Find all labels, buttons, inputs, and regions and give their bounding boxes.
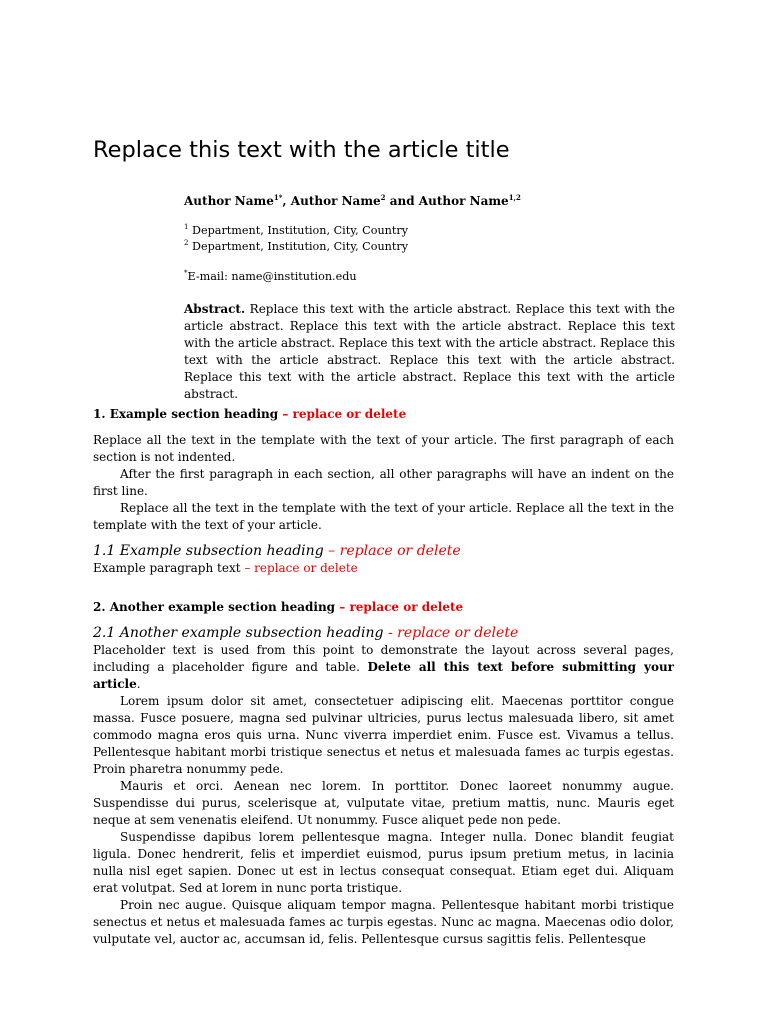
example-paragraph <box>93 560 674 577</box>
subsection-heading-note: - replace or delete <box>387 625 519 641</box>
affiliation-line <box>184 239 675 255</box>
section-heading-note: – replace or delete <box>282 407 407 421</box>
article-body <box>93 406 674 948</box>
author-affiliation-sup: 2 <box>380 193 386 202</box>
email-text: E-mail: name@institution.edu <box>187 270 357 283</box>
example-paragraph-text: Example paragraph text <box>93 561 245 575</box>
section-heading <box>93 406 674 423</box>
section-heading <box>93 599 674 616</box>
contact-email <box>184 269 675 285</box>
paragraph-text: Placeholder text is used from this point to demonstrate the layout across several pages, including a placeholder figure and table. <box>93 643 674 674</box>
paragraph: Mauris et orci. Aenean nec lorem. In porttitor. Donec laoreet nonummy augue. Suspendisse dui purus, scelerisque at, vulputate vitae, pretium mattis, nunc. Mauris eget neque at sem venenatis eleifend. Ut nonummy. Fusce aliquet pede non pede. <box>93 779 674 827</box>
subsection-heading <box>93 543 674 560</box>
affiliations <box>184 223 675 255</box>
author-name: Author Name <box>184 194 274 208</box>
affiliation-line <box>184 223 675 239</box>
section-heading-text: 1. Example section heading <box>93 407 283 421</box>
example-paragraph-note: – replace or delete <box>244 561 358 575</box>
paragraph: Replace all the text in the template with the text of your article. Replace all the text in the template with the text of your article. <box>93 501 674 532</box>
paragraph: Suspendisse dapibus lorem pellentesque magna. Integer nulla. Donec blandit feugiat ligula. Donec hendrerit, felis et imperdiet euismod, purus ipsum pretium metus, in lacinia nulla nisl eget sapien. Donec ut est in lectus consequat consequat. Etiam eget dui. Aliquam erat volutpat. Sed at lorem in nunc porta tristique. <box>93 830 674 895</box>
subsection-heading-text: 2.1 Another example subsection heading <box>93 625 388 641</box>
abstract-text: Replace this text with the article abstract. Replace this text with the article abstract. Replace this text with the article abstract. Replace this text with the article abstract. Replace this text with the article abstract. Replace this text with the article abstract. Replace this text with the article abstract. Replace this text with the article abstract. Replace this text with the article abstract. <box>184 302 675 401</box>
subsection-heading <box>93 625 674 642</box>
author-affiliation-sup: 1,2 <box>508 193 521 202</box>
paragraph: Proin nec augue. Quisque aliquam tempor magna. Pellentesque habitant morbi tristique senectus et netus et malesuada fames ac turpis egestas. Nunc ac magna. Maecenas odio dolor, vulputate vel, auctor ac, accumsan id, felis. Pellentesque cursus sagittis felis. Pellentesque <box>93 898 674 946</box>
subsection-heading-text: 1.1 Example subsection heading <box>93 543 329 559</box>
affiliation-text: Department, Institution, City, Country <box>188 240 409 253</box>
article-title: Replace this text with the article title <box>93 137 510 163</box>
section-heading-note: – replace or delete <box>339 600 464 614</box>
affiliation-sup: 1 <box>184 223 189 231</box>
affiliation-sup: 2 <box>184 239 189 247</box>
abstract-label: Abstract. <box>184 302 246 316</box>
abstract <box>184 301 675 403</box>
author-line <box>184 193 675 210</box>
paragraph <box>93 642 674 693</box>
author-affiliation-sup: 1* <box>273 193 283 202</box>
paragraph: After the first paragraph in each section, all other paragraphs will have an indent on the first line. <box>93 467 674 498</box>
paragraph-text: . <box>136 677 141 691</box>
email-sup: * <box>184 269 188 277</box>
section-heading-text: 2. Another example section heading <box>93 600 340 614</box>
paragraph: Replace all the text in the template with the text of your article. The first paragraph of each section is not indented. <box>93 433 674 464</box>
paragraph-bold-text: Delete all this text before submitting your article <box>93 660 674 691</box>
author-name: and Author Name <box>385 194 509 208</box>
subsection-heading-note: – replace or delete <box>328 543 461 559</box>
affiliation-text: Department, Institution, City, Country <box>188 224 409 237</box>
author-name: , Author Name <box>282 194 381 208</box>
paragraph: Lorem ipsum dolor sit amet, consectetuer adipiscing elit. Maecenas porttitor congue massa. Fusce posuere, magna sed pulvinar ultricies, purus lectus malesuada libero, sit amet commodo magna eros quis urna. Nunc viverra imperdiet enim. Fusce est. Vivamus a tellus. Pellentesque habitant morbi tristique senectus et netus et malesuada fames ac turpis egestas. Proin pharetra nonummy pede. <box>93 694 674 776</box>
